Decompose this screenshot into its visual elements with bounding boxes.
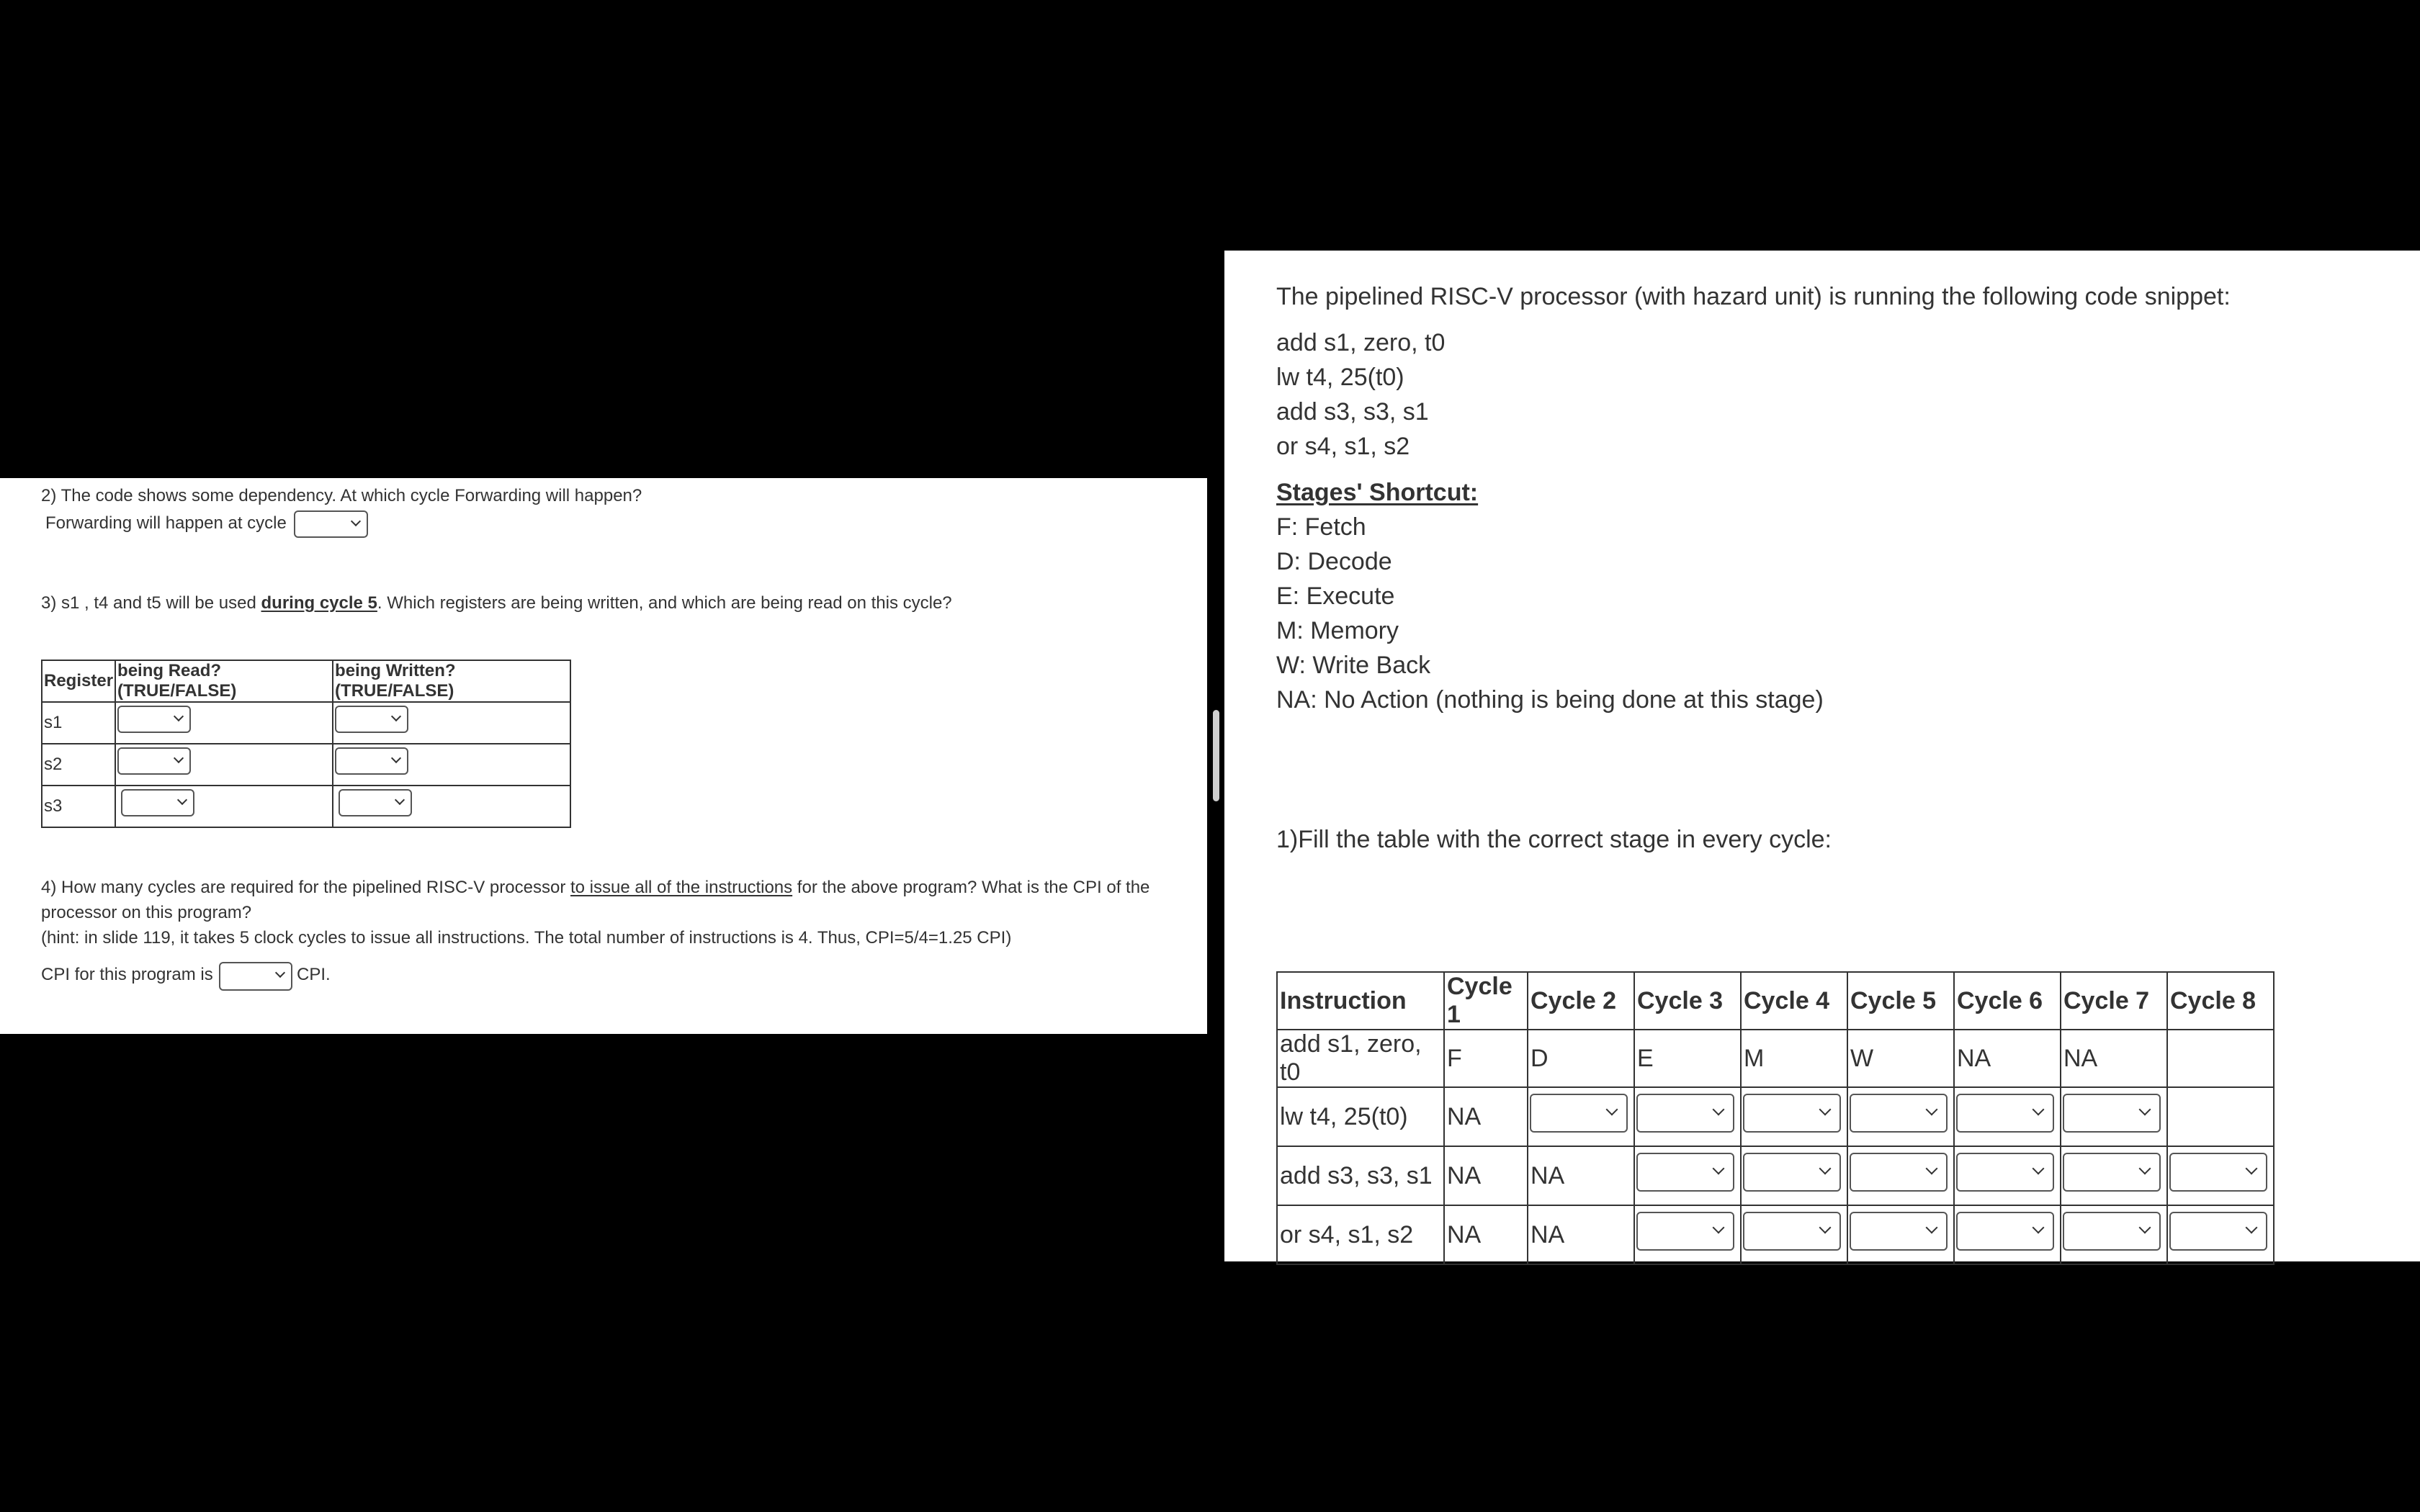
stage-cell-empty bbox=[2167, 1087, 2274, 1146]
s3-read-select[interactable] bbox=[121, 789, 194, 816]
stage-cell: NA bbox=[1444, 1087, 1528, 1146]
stage-select-cell bbox=[1847, 1087, 1954, 1146]
stage-item: E: Execute bbox=[1276, 582, 1395, 610]
stage-item: M: Memory bbox=[1276, 617, 1399, 644]
or-s4-cycle-3-select[interactable] bbox=[1636, 1212, 1734, 1251]
q4-underline: to issue all of the instructions bbox=[570, 878, 793, 897]
code-line: add s1, zero, t0 bbox=[1276, 329, 1446, 356]
stage-cell: NA bbox=[2061, 1030, 2167, 1087]
read-cell bbox=[115, 786, 333, 827]
code-line: or s4, s1, s2 bbox=[1276, 433, 1410, 460]
stage-cell-empty bbox=[2167, 1030, 2274, 1087]
pipeline-stage-table bbox=[1276, 971, 2275, 1265]
stage-cell: E bbox=[1634, 1030, 1741, 1087]
instruction-cell: lw t4, 25(t0) bbox=[1277, 1087, 1444, 1146]
stage-item: F: Fetch bbox=[1276, 513, 1366, 541]
q2-text: 2) The code shows some dependency. At which cycle Forwarding will happen? bbox=[41, 486, 642, 505]
read-cell bbox=[115, 702, 333, 744]
stage-item: NA: No Action (nothing is being done at this stage) bbox=[1276, 686, 1824, 714]
q4-text-line2: processor on this program? bbox=[41, 903, 252, 922]
stage-cell: NA bbox=[1444, 1146, 1528, 1205]
s2-write-select[interactable] bbox=[335, 747, 408, 775]
register-table bbox=[41, 660, 571, 828]
stage-select-cell bbox=[1528, 1087, 1634, 1146]
intro-text: The pipelined RISC-V processor (with hazard unit) is running the following code snippet: bbox=[1276, 283, 2231, 310]
add-s3-cycle-7-select[interactable] bbox=[2063, 1153, 2161, 1192]
q3-text: 3) s1 , t4 and t5 will be used during cycle 5. Which registers are being written, and which are being read on this cycle? bbox=[41, 593, 952, 613]
header-cycle-3: Cycle 3 bbox=[1634, 972, 1741, 1030]
s3-write-select[interactable] bbox=[339, 789, 412, 816]
table-row bbox=[1277, 1087, 2274, 1146]
stage-select-cell bbox=[1634, 1087, 1741, 1146]
cpi-select[interactable] bbox=[219, 962, 292, 991]
lw-cycle-2-select[interactable] bbox=[1530, 1094, 1628, 1133]
s1-write-select[interactable] bbox=[335, 706, 408, 733]
forwarding-cycle-select[interactable] bbox=[294, 510, 368, 538]
q2-answer-label: Forwarding will happen at cycle bbox=[45, 513, 287, 533]
stage-cell: M bbox=[1741, 1030, 1847, 1087]
q4-hint: (hint: in slide 119, it takes 5 clock cycles to issue all instructions. The total number of instructions is 4. Thus, CPI=5/4=1.25 CPI) bbox=[41, 928, 1012, 948]
write-cell bbox=[333, 786, 570, 827]
add-s3-cycle-4-select[interactable] bbox=[1743, 1153, 1841, 1192]
stage-select-cell bbox=[1954, 1146, 2061, 1205]
stage-select-cell bbox=[1954, 1087, 2061, 1146]
stage-select-cell bbox=[1634, 1205, 1741, 1264]
s1-read-select[interactable] bbox=[117, 706, 191, 733]
stage-select-cell bbox=[2167, 1146, 2274, 1205]
code-line: lw t4, 25(t0) bbox=[1276, 364, 1404, 391]
right-question-panel bbox=[1224, 251, 2420, 1261]
table-row bbox=[42, 702, 570, 744]
left-question-panel bbox=[0, 478, 1207, 1034]
or-s4-cycle-8-select[interactable] bbox=[2169, 1212, 2267, 1251]
register-name: s2 bbox=[42, 744, 115, 786]
stage-select-cell bbox=[1741, 1205, 1847, 1264]
or-s4-cycle-7-select[interactable] bbox=[2063, 1212, 2161, 1251]
lw-cycle-7-select[interactable] bbox=[2063, 1094, 2161, 1133]
header-cycle-2: Cycle 2 bbox=[1528, 972, 1634, 1030]
stage-select-cell bbox=[2167, 1205, 2274, 1264]
lw-cycle-6-select[interactable] bbox=[1956, 1094, 2054, 1133]
lw-cycle-5-select[interactable] bbox=[1850, 1094, 1948, 1133]
or-s4-cycle-6-select[interactable] bbox=[1956, 1212, 2054, 1251]
stage-select-cell bbox=[1634, 1146, 1741, 1205]
stage-select-cell bbox=[1954, 1205, 2061, 1264]
code-line: add s3, s3, s1 bbox=[1276, 398, 1429, 426]
stage-select-cell bbox=[2061, 1205, 2167, 1264]
stage-cell: NA bbox=[1528, 1205, 1634, 1264]
header-instruction: Instruction bbox=[1277, 972, 1444, 1030]
table-row bbox=[1277, 1146, 2274, 1205]
header-cycle-8: Cycle 8 bbox=[2167, 972, 2274, 1030]
instruction-cell: add s1, zero, t0 bbox=[1277, 1030, 1444, 1087]
stage-cell: D bbox=[1528, 1030, 1634, 1087]
q1-text: 1)Fill the table with the correct stage in every cycle: bbox=[1276, 826, 1832, 853]
cpi-label: CPI for this program is bbox=[41, 965, 213, 984]
write-cell bbox=[333, 702, 570, 744]
read-cell bbox=[115, 744, 333, 786]
q3-emphasis: during cycle 5 bbox=[261, 593, 377, 613]
register-name: s1 bbox=[42, 702, 115, 744]
stage-cell: NA bbox=[1954, 1030, 2061, 1087]
table-row bbox=[42, 786, 570, 827]
header-being-read: being Read? (TRUE/FALSE) bbox=[115, 660, 333, 702]
stage-cell: NA bbox=[1444, 1205, 1528, 1264]
stage-select-cell bbox=[1847, 1146, 1954, 1205]
header-cycle-6: Cycle 6 bbox=[1954, 972, 2061, 1030]
table-row bbox=[1277, 1030, 2274, 1087]
table-row bbox=[42, 744, 570, 786]
table-header-row bbox=[42, 660, 570, 702]
add-s3-cycle-3-select[interactable] bbox=[1636, 1153, 1734, 1192]
header-being-written: being Written?(TRUE/FALSE) bbox=[333, 660, 570, 702]
header-cycle-4: Cycle 4 bbox=[1741, 972, 1847, 1030]
write-cell bbox=[333, 744, 570, 786]
or-s4-cycle-5-select[interactable] bbox=[1850, 1212, 1948, 1251]
stage-select-cell bbox=[1847, 1205, 1954, 1264]
lw-cycle-4-select[interactable] bbox=[1743, 1094, 1841, 1133]
add-s3-cycle-6-select[interactable] bbox=[1956, 1153, 2054, 1192]
header-register: Register bbox=[42, 660, 115, 702]
stage-cell: F bbox=[1444, 1030, 1528, 1087]
register-name: s3 bbox=[42, 786, 115, 827]
or-s4-cycle-4-select[interactable] bbox=[1743, 1212, 1841, 1251]
stages-heading: Stages' Shortcut: bbox=[1276, 479, 1479, 506]
header-cycle-1: Cycle 1 bbox=[1444, 972, 1528, 1030]
lw-cycle-3-select[interactable] bbox=[1636, 1094, 1734, 1133]
instruction-cell: add s3, s3, s1 bbox=[1277, 1146, 1444, 1205]
header-cycle-5: Cycle 5 bbox=[1847, 972, 1954, 1030]
add-s3-cycle-8-select[interactable] bbox=[2169, 1153, 2267, 1192]
table-row bbox=[1277, 1205, 2274, 1264]
cpi-suffix: CPI. bbox=[297, 965, 331, 984]
stage-select-cell bbox=[2061, 1087, 2167, 1146]
stage-item: W: Write Back bbox=[1276, 652, 1431, 679]
stage-item: D: Decode bbox=[1276, 548, 1392, 575]
add-s3-cycle-5-select[interactable] bbox=[1850, 1153, 1948, 1192]
stage-cell: W bbox=[1847, 1030, 1954, 1087]
header-cycle-7: Cycle 7 bbox=[2061, 972, 2167, 1030]
table-header-row bbox=[1277, 972, 2274, 1030]
s2-read-select[interactable] bbox=[117, 747, 191, 775]
stage-cell: NA bbox=[1528, 1146, 1634, 1205]
stage-select-cell bbox=[1741, 1146, 1847, 1205]
q4-text: 4) How many cycles are required for the pipelined RISC-V processor to issue all of the instructions for the above program? What is the CPI of the bbox=[41, 878, 1150, 897]
instruction-cell: or s4, s1, s2 bbox=[1277, 1205, 1444, 1264]
stage-select-cell bbox=[1741, 1087, 1847, 1146]
panel-resize-handle[interactable] bbox=[1213, 710, 1219, 801]
stage-select-cell bbox=[2061, 1146, 2167, 1205]
